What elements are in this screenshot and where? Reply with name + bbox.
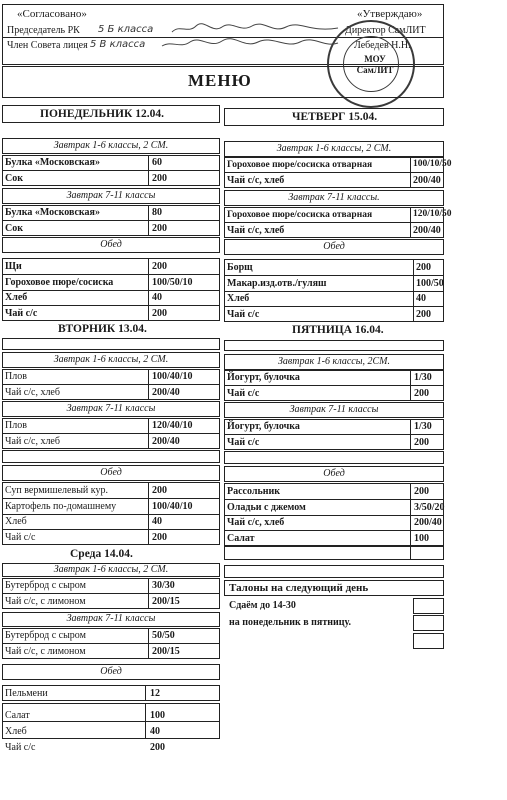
wednesday-breakfast2-title: Завтрак 7-11 классы xyxy=(66,613,156,624)
menu-item: Йогурт, булочка xyxy=(227,421,300,432)
menu-portion: 200/40 xyxy=(152,387,180,398)
menu-portion: 200/15 xyxy=(152,646,180,657)
menu-item: Картофель по-домашнему xyxy=(5,501,117,512)
menu-portion: 100 xyxy=(150,710,165,721)
council-handwriting: 5 В класса xyxy=(90,39,146,50)
notes-line1: Талоны на следующий день xyxy=(229,582,369,594)
menu-portion: 40 xyxy=(416,293,426,304)
day-wednesday: Среда 14.04. xyxy=(70,548,133,560)
wednesday-breakfast1-title: Завтрак 1-6 классы, 2 СМ. xyxy=(53,564,169,575)
day-friday: ПЯТНИЦА 16.04. xyxy=(292,324,384,336)
menu-portion: 100/50/10 xyxy=(152,277,193,288)
menu-portion: 40 xyxy=(152,516,162,527)
council-signature xyxy=(160,37,340,51)
menu-portion: 200 xyxy=(414,437,429,448)
monday-breakfast2-title: Завтрак 7-11 классы xyxy=(66,190,156,201)
chair-label: Председатель РК xyxy=(7,25,80,36)
menu-item: Чай с/с, хлеб xyxy=(5,436,60,447)
menu-item: Чай с/с, хлеб xyxy=(227,175,285,186)
menu-portion: 100/40/10 xyxy=(152,371,193,382)
menu-item: Сок xyxy=(5,173,23,184)
menu-portion: 200 xyxy=(152,532,167,543)
menu-portion: 200 xyxy=(416,309,431,320)
notes-line3: на понедельник в пятницу. xyxy=(229,617,352,628)
chair-handwriting: 5 Б класса xyxy=(98,24,154,35)
menu-portion: 80 xyxy=(152,207,162,218)
menu-item: Чай с/с, с лимоном xyxy=(5,646,86,657)
menu-item: Борщ xyxy=(227,262,253,273)
tuesday-lunch-title: Обед xyxy=(100,467,122,478)
menu-portion: 100 xyxy=(414,533,429,544)
menu-portion: 200 xyxy=(416,262,431,273)
menu-item: Гороховое пюре/сосиска xyxy=(5,277,114,288)
council-label: Член Совета лицея xyxy=(7,40,88,51)
menu-item: Чай с/с xyxy=(227,309,260,320)
menu-portion: 30/30 xyxy=(152,580,175,591)
menu-item: Рассольник xyxy=(227,486,281,497)
page-title: МЕНЮ xyxy=(188,71,252,90)
menu-item: Сок xyxy=(5,223,23,234)
menu-item: Чай с/с xyxy=(227,437,260,448)
menu-portion: 200/40 xyxy=(413,175,441,186)
menu-item: Чай с/с, хлеб xyxy=(227,225,285,236)
menu-portion: 1/30 xyxy=(414,421,432,432)
tuesday-breakfast1-title: Завтрак 1-6 классы, 2 СМ. xyxy=(53,354,169,365)
menu-portion: 200 xyxy=(152,173,167,184)
menu-portion: 40 xyxy=(150,726,160,737)
menu-portion: 200 xyxy=(150,742,165,753)
menu-portion: 200 xyxy=(414,486,429,497)
menu-item: Чай с/с xyxy=(5,742,36,753)
menu-portion: 100/10/50 xyxy=(413,159,452,169)
menu-portion: 200/40 xyxy=(413,225,441,236)
thursday-lunch-title: Обед xyxy=(323,241,345,252)
tuesday-breakfast2-title: Завтрак 7-11 классы xyxy=(66,403,156,414)
menu-item: Суп вермишелевый кур. xyxy=(5,485,108,496)
menu-item: Плов xyxy=(5,420,27,431)
agreed-label: «Согласовано» xyxy=(17,8,87,20)
menu-item: Хлеб xyxy=(227,293,250,304)
thursday-breakfast1-title: Завтрак 1-6 классы, 2 СМ. xyxy=(276,143,392,154)
friday-breakfast2-title: Завтрак 7-11 классы xyxy=(289,404,379,415)
menu-portion: 200 xyxy=(152,261,167,272)
director-name: Лебедев Н.Н. xyxy=(354,40,411,51)
menu-portion: 200 xyxy=(152,308,167,319)
menu-item: Чай с/с, хлеб xyxy=(5,387,60,398)
monday-lunch-title: Обед xyxy=(100,239,122,250)
menu-item: Йогурт, булочка xyxy=(227,372,300,383)
friday-breakfast1-title: Завтрак 1-6 классы, 2СМ. xyxy=(277,356,391,367)
menu-item: Гороховое пюре/сосиска отварная xyxy=(227,210,373,220)
menu-item: Щи xyxy=(5,261,22,272)
menu-item: Чай с/с, с лимоном xyxy=(5,596,86,607)
menu-item: Булка «Московская» xyxy=(5,207,100,218)
director-label: Директор СамЛИТ xyxy=(345,25,426,36)
menu-item: Оладьи с джемом xyxy=(227,502,306,513)
menu-item: Салат xyxy=(227,533,255,544)
menu-portion: 200 xyxy=(414,388,429,399)
menu-portion: 200/40 xyxy=(414,517,442,528)
menu-portion: 100/50 xyxy=(416,278,444,289)
menu-item: Пельмени xyxy=(5,688,48,699)
menu-portion: 100/40/10 xyxy=(152,501,193,512)
menu-item: Бутерброд с сыром xyxy=(5,580,86,591)
menu-item: Гороховое пюре/сосиска отварная xyxy=(227,160,373,170)
chair-signature xyxy=(170,22,340,36)
menu-portion: 200 xyxy=(152,223,167,234)
menu-portion: 120/10/50 xyxy=(413,209,452,219)
menu-item: Бутерброд с сыром xyxy=(5,630,86,641)
menu-item: Макар.изд.отв./гуляш xyxy=(227,278,327,289)
menu-portion: 1/30 xyxy=(414,372,432,383)
menu-item: Плов xyxy=(5,371,27,382)
menu-item: Салат xyxy=(5,710,30,721)
menu-item: Хлеб xyxy=(5,292,28,303)
menu-portion: 12 xyxy=(150,688,160,699)
day-monday: ПОНЕДЕЛЬНИК 12.04. xyxy=(40,108,164,120)
notes-line2: Сдаём до 14-30 xyxy=(229,600,296,611)
friday-lunch-title: Обед xyxy=(323,468,345,479)
wednesday-lunch-title: Обед xyxy=(100,666,122,677)
stamp-text: МОУ СамЛИТ xyxy=(356,54,394,75)
menu-portion: 200/40 xyxy=(152,436,180,447)
menu-item: Хлеб xyxy=(5,726,27,737)
menu-portion: 50/50 xyxy=(152,630,175,641)
day-thursday: ЧЕТВЕРГ 15.04. xyxy=(292,111,378,123)
menu-portion: 3/50/20 xyxy=(414,502,445,513)
menu-portion: 120/40/10 xyxy=(152,420,193,431)
menu-item: Булка «Московская» xyxy=(5,157,100,168)
menu-item: Чай с/с xyxy=(5,532,36,543)
thursday-breakfast2-title: Завтрак 7-11 классы. xyxy=(288,192,380,203)
menu-item: Хлеб xyxy=(5,516,27,527)
menu-portion: 60 xyxy=(152,157,162,168)
day-tuesday: ВТОРНИК 13.04. xyxy=(58,323,147,335)
approve-label: «Утверждаю» xyxy=(357,8,423,20)
menu-portion: 200 xyxy=(152,485,167,496)
monday-breakfast1-title: Завтрак 1-6 классы, 2 СМ. xyxy=(53,140,169,151)
menu-portion: 200/15 xyxy=(152,596,180,607)
menu-portion: 40 xyxy=(152,292,162,303)
menu-item: Чай с/с xyxy=(227,388,260,399)
menu-item: Чай с/с, хлеб xyxy=(227,517,285,528)
menu-item: Чай с/с xyxy=(5,308,38,319)
